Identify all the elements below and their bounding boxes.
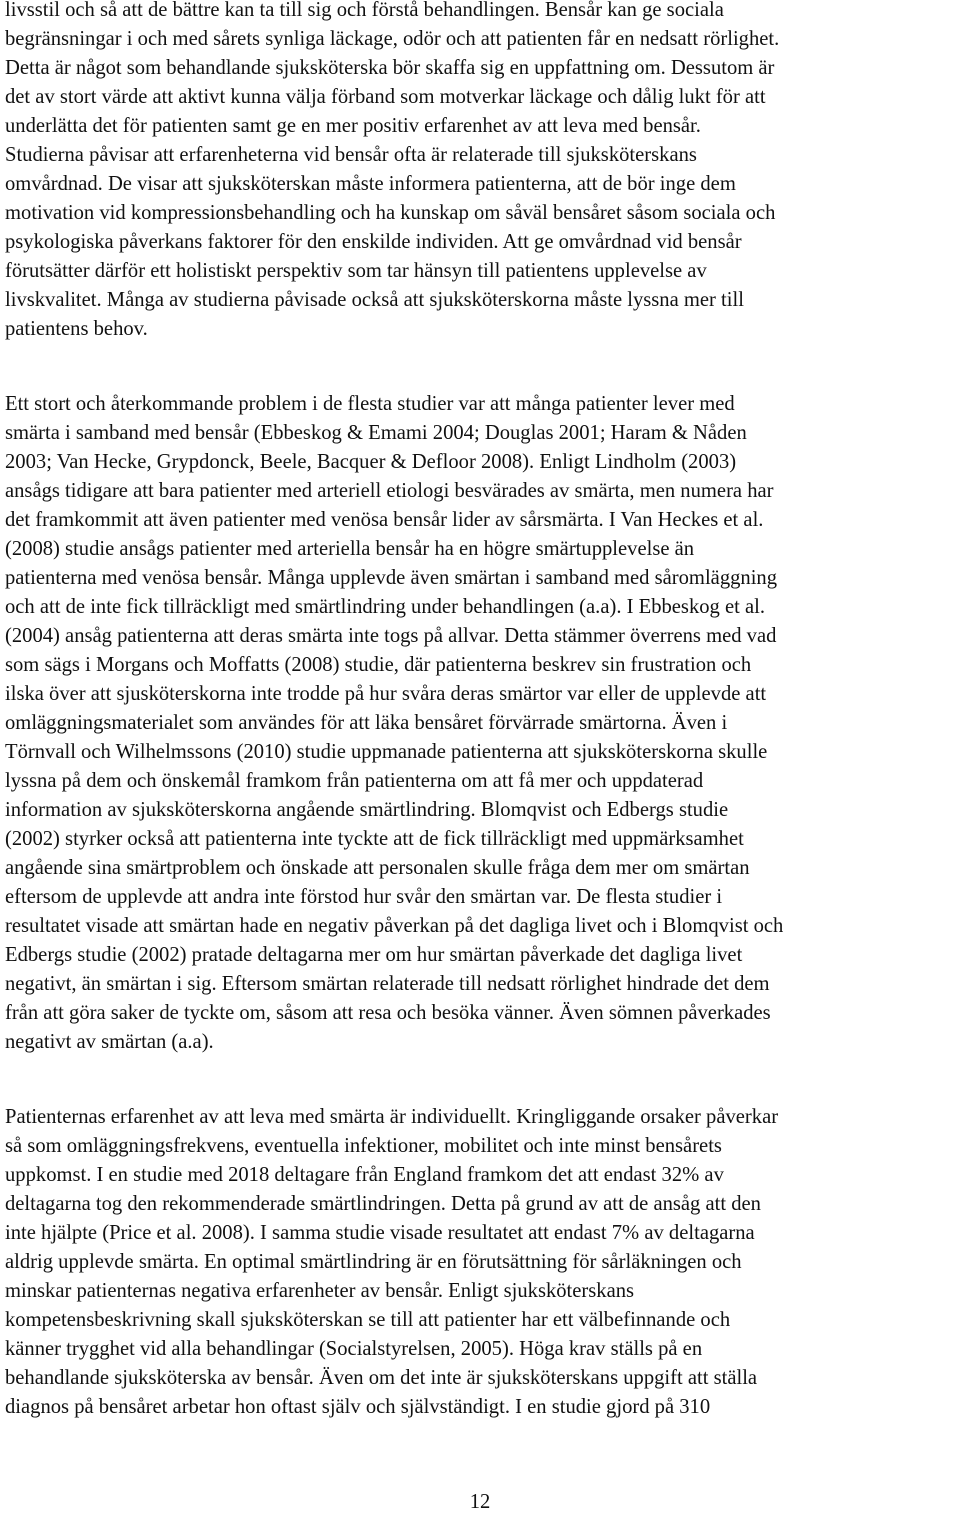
document-page [5,0,960,1515]
paragraph-3: Patienternas erfarenhet av att leva med smärta är individuellt. Kringliggande orsaker påverkar så som omläggningsfrekvens, eventuella infektioner, mobilitet och inte minst bensårets uppkomst. I en studie med 2018 deltagare från England framkom det att endast 32% av deltagarna tog den rekommenderade smärtlindringen. Detta på grund av att de ansåg att den inte hjälpte (Price et al. 2008). I samma studie visade resultatet att endast 7% av deltagarna aldrig upplevde smärta. En optimal smärtlindring är en förutsättning för sårläkningen och minskar patienternas negativa erfarenheter av bensår. Enligt sjuksköterskans kompetensbeskrivning skall sjuksköterskan se till att patienter har ett välbefinnande och känner trygghet vid alla behandlingar (Socialstyrelsen, 2005). Höga krav ställs på en behandlande sjuksköterska av bensår. Även om det inte är sjuksköterskans uppgift att ställa diagnos på bensåret arbetar hon oftast själv och självständigt. I en studie gjord på 310 [5,1106,779,1418]
paragraph-1: livsstil och så att de bättre kan ta till sig och förstå behandlingen. Bensår kan ge sociala begränsningar i och med sårets synliga läckage, odör och att patienten får en nedsatt rörlighet. Detta är något som behandlande sjuksköterska bör skaffa sig en uppfattning om. Dessutom är det av stort värde att aktivt kunna välja förband som motverkar läckage och dålig lukt för att underlätta det för patienten samt ge en mer positiv erfarenhet av att leva med bensår. Studierna påvisar att erfarenheterna vid bensår ofta är relaterade till sjuksköterskans omvårdnad. De visar att sjuksköterskan måste informera patienterna, att de bör inge dem motivation vid kompressionsbehandling och ha kunskap om såväl bensåret såsom sociala och psykologiska påverkans faktorer för den enskilde individen. Att ge omvårdnad vid bensår förutsätter därför ett holistiskt perspektiv som tar hänsyn till patientens upplevelse av livskvalitet. Många av studierna påvisade också att sjuksköterskorna måste lyssna mer till patientens behov. [5,0,780,340]
paragraph-2: Ett stort och återkommande problem i de flesta studier var att många patienter lever med smärta i samband med bensår (Ebbeskog & Emami 2004; Douglas 2001; Haram & Nåden 2003; Van Hecke, Grypdonck, Beele, Bacquer & Defloor 2008). Enligt Lindholm (2003) ansågs tidigare att bara patienter med arteriell etiologi besvärades av smärta, men numera har det framkommit att även patienter med venösa bensår lider av sårsmärta. I Van Heckes et al. (2008) studie ansågs patienter med arteriella bensår ha en högre smärtupplevelse än patienterna med venösa bensår. Många upplevde även smärtan i samband med såromläggning och att de inte fick tillräckligt med smärtlindring under behandlingen (a.a). I Ebbeskog et al. (2004) ansåg patienterna att deras smärta inte togs på allvar. Detta stämmer överrens med vad som sägs i Morgans och Moffatts (2008) studie, där patienterna beskrev sin frustration och ilska över att sjusköterskorna inte trodde på hur svåra deras smärtor var eller de upplevde att omläggningsmaterialet som användes för att läka bensåret förvärrade smärtorna. Även i Törnvall och Wilhelmssons (2010) studie uppmanade patienterna att sjuksköterskorna skulle lyssna på dem och önskemål framkom från patienterna om att få mer och uppdaterad information av sjuksköterskorna angående smärtlindring. Blomqvist och Edbergs studie (2002) styrker också att patienterna inte tyckte att de fick tillräckligt med uppmärksamhet angående sina smärtproblem och önskade att personalen skulle fråga dem mer om smärtan eftersom de upplevde att andra inte förstod hur svår den smärtan var. De flesta studier i resultatet visade att smärtan hade en negativ påverkan på det dagliga livet och i Blomqvist och Edbergs studie (2002) pratade deltagarna mer om hur smärtan påverkade det dagliga livet negativt, än smärtan i sig. Eftersom smärtan relaterade till nedsatt rörlighet hindrade det dem från att göra saker de tyckte om, såsom att resa och besöka vänner. Även sömnen påverkades negativt av smärtan (a.a). [5,393,784,1053]
page-number: 12 [469,1491,491,1513]
